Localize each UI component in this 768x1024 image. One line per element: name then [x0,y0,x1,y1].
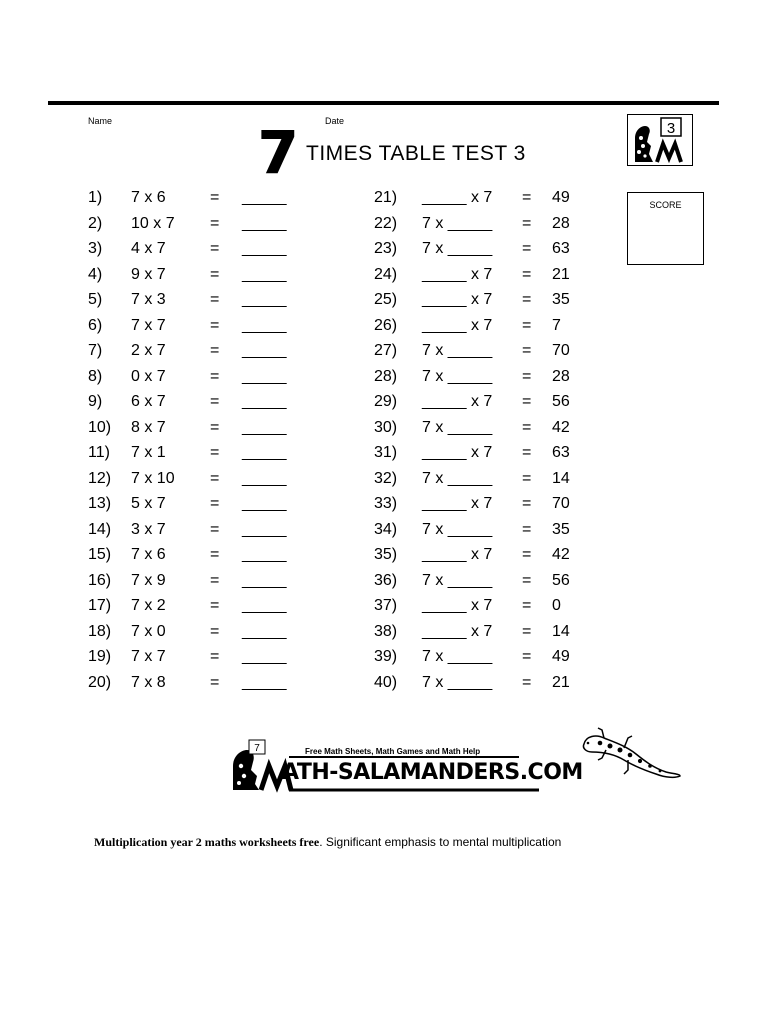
equals-sign: = [210,444,220,461]
question-expression: 7 x _____ [422,648,493,665]
question-expression: 7 x _____ [422,240,493,257]
score-label: SCORE [649,200,682,210]
question-expression: 9 x 7 [131,265,166,283]
question-number: 2) [88,214,103,232]
question-number: 31) [374,444,398,461]
question-expression: 7 x 2 [131,597,166,614]
equals-sign: = [210,393,220,410]
equals-sign: = [522,444,532,461]
equals-sign: = [210,546,220,563]
equals-sign: = [210,495,220,512]
question-row [374,188,634,214]
question-answer: _____ [242,418,287,436]
question-number: 1) [88,189,103,206]
question-expression: 5 x 7 [131,495,166,512]
question-answer: _____ [242,622,287,640]
equals-sign: = [522,342,532,359]
question-expression: 7 x _____ [422,673,493,691]
question-row [374,494,634,520]
equals-sign: = [522,214,532,232]
equals-sign: = [210,342,220,359]
question-row [374,367,634,393]
question-answer: _____ [242,597,287,614]
question-answer: 70 [552,342,570,359]
question-row [88,316,348,342]
question-answer: _____ [242,673,287,691]
date-label: Date [325,116,345,126]
question-number: 18) [88,622,112,640]
question-expression: _____ x 7 [422,291,493,308]
question-row [374,622,634,648]
question-expression: 7 x 7 [131,648,166,665]
question-answer: _____ [242,240,287,257]
question-answer: _____ [242,189,287,206]
question-number: 26) [374,316,398,334]
question-expression: 7 x 0 [131,622,166,640]
equals-sign: = [210,648,220,665]
equals-sign: = [522,240,532,257]
equals-sign: = [210,316,220,334]
question-row [374,265,634,291]
question-expression: 6 x 7 [131,393,166,410]
question-expression: _____ x 7 [422,316,493,334]
equals-sign: = [210,597,220,614]
question-expression: 7 x 10 [131,469,175,487]
question-expression: 7 x _____ [422,367,493,385]
question-answer: _____ [242,316,287,334]
question-row [374,418,634,444]
equals-sign: = [522,622,532,640]
question-number: 6) [88,316,103,334]
equals-sign: = [522,367,532,385]
equals-sign: = [522,393,532,410]
equals-sign: = [210,367,220,385]
equals-sign: = [522,571,532,589]
equals-sign: = [522,648,532,665]
question-answer: 63 [552,240,570,257]
score-box[interactable] [627,192,704,265]
question-number: 27) [374,342,398,359]
question-expression: 7 x _____ [422,342,493,359]
question-expression: 7 x 7 [131,316,166,334]
question-row [88,647,348,673]
question-number: 9) [88,393,103,410]
question-number: 29) [374,393,398,410]
question-number: 30) [374,418,398,436]
question-number: 35) [374,546,398,563]
question-row [88,571,348,597]
caption-bold: Multiplication year 2 maths worksheets free [94,835,320,849]
question-number: 12) [88,469,112,487]
question-number: 4) [88,265,103,283]
salamander-icon [580,726,682,784]
question-expression: _____ x 7 [422,189,493,206]
equals-sign: = [210,571,220,589]
question-row [374,571,634,597]
question-answer: _____ [242,291,287,308]
banner-tagline: Free Math Sheets, Math Games and Math Help [305,747,481,756]
question-row [374,469,634,495]
question-row [88,367,348,393]
question-number: 25) [374,291,398,308]
equals-sign: = [522,316,532,334]
banner-site-name: ATH-SALAMANDERS.COM [282,760,583,785]
equals-sign: = [210,189,220,206]
question-answer: 49 [552,648,570,665]
question-answer: _____ [242,571,287,589]
question-expression: _____ x 7 [422,546,493,563]
question-row [88,545,348,571]
question-row [88,265,348,291]
question-expression: _____ x 7 [422,597,493,614]
question-answer: 56 [552,393,570,410]
question-row [374,520,634,546]
question-answer: 7 [552,316,561,334]
question-row [374,341,634,367]
question-expression: 0 x 7 [131,367,166,385]
question-answer: _____ [242,648,287,665]
question-expression: 7 x _____ [422,520,493,538]
question-row [88,214,348,240]
equals-sign: = [522,520,532,538]
equals-sign: = [522,597,532,614]
question-answer: _____ [242,520,287,538]
question-number: 11) [88,444,110,461]
question-row [88,188,348,214]
question-number: 32) [374,469,398,487]
banner-logo-digit: 7 [254,743,260,754]
question-answer: 28 [552,214,570,232]
page-title: TIMES TABLE TEST 3 [306,142,526,165]
equals-sign: = [522,418,532,436]
question-expression: 7 x 3 [131,291,166,308]
equals-sign: = [522,495,532,512]
question-number: 36) [374,571,398,589]
question-expression: 4 x 7 [131,240,166,257]
question-row [88,290,348,316]
equals-sign: = [210,265,220,283]
question-answer: _____ [242,265,287,283]
question-answer: 70 [552,495,570,512]
question-answer: 28 [552,367,570,385]
equals-sign: = [522,291,532,308]
question-answer: _____ [242,546,287,563]
top-rule [48,101,719,105]
question-number: 38) [374,622,398,640]
question-row [374,673,634,699]
question-expression: _____ x 7 [422,393,493,410]
question-row [374,545,634,571]
question-expression: _____ x 7 [422,495,493,512]
equals-sign: = [522,469,532,487]
question-number: 37) [374,597,398,614]
question-row [88,673,348,699]
question-number: 33) [374,495,398,512]
equals-sign: = [210,240,220,257]
question-answer: 63 [552,444,570,461]
question-expression: 7 x 9 [131,571,166,589]
title-number: 7 [258,119,299,187]
question-row [88,494,348,520]
question-number: 13) [88,495,112,512]
question-number: 10) [88,418,112,436]
question-answer: 49 [552,189,570,206]
question-number: 19) [88,648,112,665]
question-expression: _____ x 7 [422,265,493,283]
caption-rest: . Significant emphasis to mental multiplication [319,835,562,849]
question-expression: 7 x 1 [131,444,166,461]
question-expression: _____ x 7 [422,444,493,461]
question-row [88,341,348,367]
question-expression: 3 x 7 [131,520,166,538]
logo-digit: 3 [666,120,676,137]
question-number: 15) [88,546,112,563]
question-answer: 35 [552,291,570,308]
question-expression: 7 x 6 [131,189,166,206]
equals-sign: = [210,214,220,232]
salamander-logo-icon [627,114,693,166]
equals-sign: = [210,622,220,640]
question-row [88,239,348,265]
question-answer: 14 [552,469,570,487]
question-expression: 7 x _____ [422,418,493,436]
question-answer: _____ [242,495,287,512]
question-number: 16) [88,571,112,589]
question-number: 34) [374,520,398,538]
question-row [88,418,348,444]
question-number: 21) [374,189,398,206]
question-number: 7) [88,342,103,359]
question-number: 5) [88,291,103,308]
equals-sign: = [522,265,532,283]
question-number: 24) [374,265,398,283]
equals-sign: = [210,291,220,308]
question-expression: _____ x 7 [422,622,493,640]
question-answer: 42 [552,418,570,436]
question-answer: _____ [242,214,287,232]
question-number: 39) [374,648,398,665]
caption [94,835,561,850]
question-expression: 10 x 7 [131,214,175,232]
question-row [374,239,634,265]
question-row [88,622,348,648]
question-expression: 2 x 7 [131,342,166,359]
question-expression: 8 x 7 [131,418,166,436]
question-row [374,316,634,342]
question-answer: 21 [552,673,570,691]
question-expression: 7 x 6 [131,546,166,563]
question-row [88,520,348,546]
question-answer: 35 [552,520,570,538]
name-label: Name [88,116,113,126]
question-row [88,596,348,622]
question-answer: 42 [552,546,570,563]
question-expression: 7 x 8 [131,673,166,691]
question-answer: _____ [242,367,287,385]
question-number: 23) [374,240,398,257]
equals-sign: = [522,189,532,206]
question-expression: 7 x _____ [422,214,493,232]
equals-sign: = [210,520,220,538]
equals-sign: = [522,673,532,691]
question-answer: _____ [242,342,287,359]
equals-sign: = [522,546,532,563]
question-row [374,290,634,316]
question-answer: _____ [242,444,287,461]
question-number: 20) [88,673,112,691]
question-row [374,392,634,418]
question-answer: 14 [552,622,570,640]
equals-sign: = [210,673,220,691]
question-row [374,214,634,240]
question-number: 17) [88,597,112,614]
question-answer: 0 [552,597,561,614]
question-number: 28) [374,367,398,385]
question-answer: 56 [552,571,570,589]
question-number: 22) [374,214,398,232]
question-row [374,443,634,469]
equals-sign: = [210,418,220,436]
equals-sign: = [210,469,220,487]
question-answer: _____ [242,393,287,410]
question-row [88,443,348,469]
question-number: 8) [88,367,103,385]
question-expression: 7 x _____ [422,469,493,487]
question-number: 3) [88,240,103,257]
question-row [374,647,634,673]
question-answer: _____ [242,469,287,487]
question-number: 14) [88,520,112,538]
question-answer: 21 [552,265,570,283]
question-number: 40) [374,673,398,691]
question-row [88,392,348,418]
question-row [374,596,634,622]
question-expression: 7 x _____ [422,571,493,589]
question-row [88,469,348,495]
